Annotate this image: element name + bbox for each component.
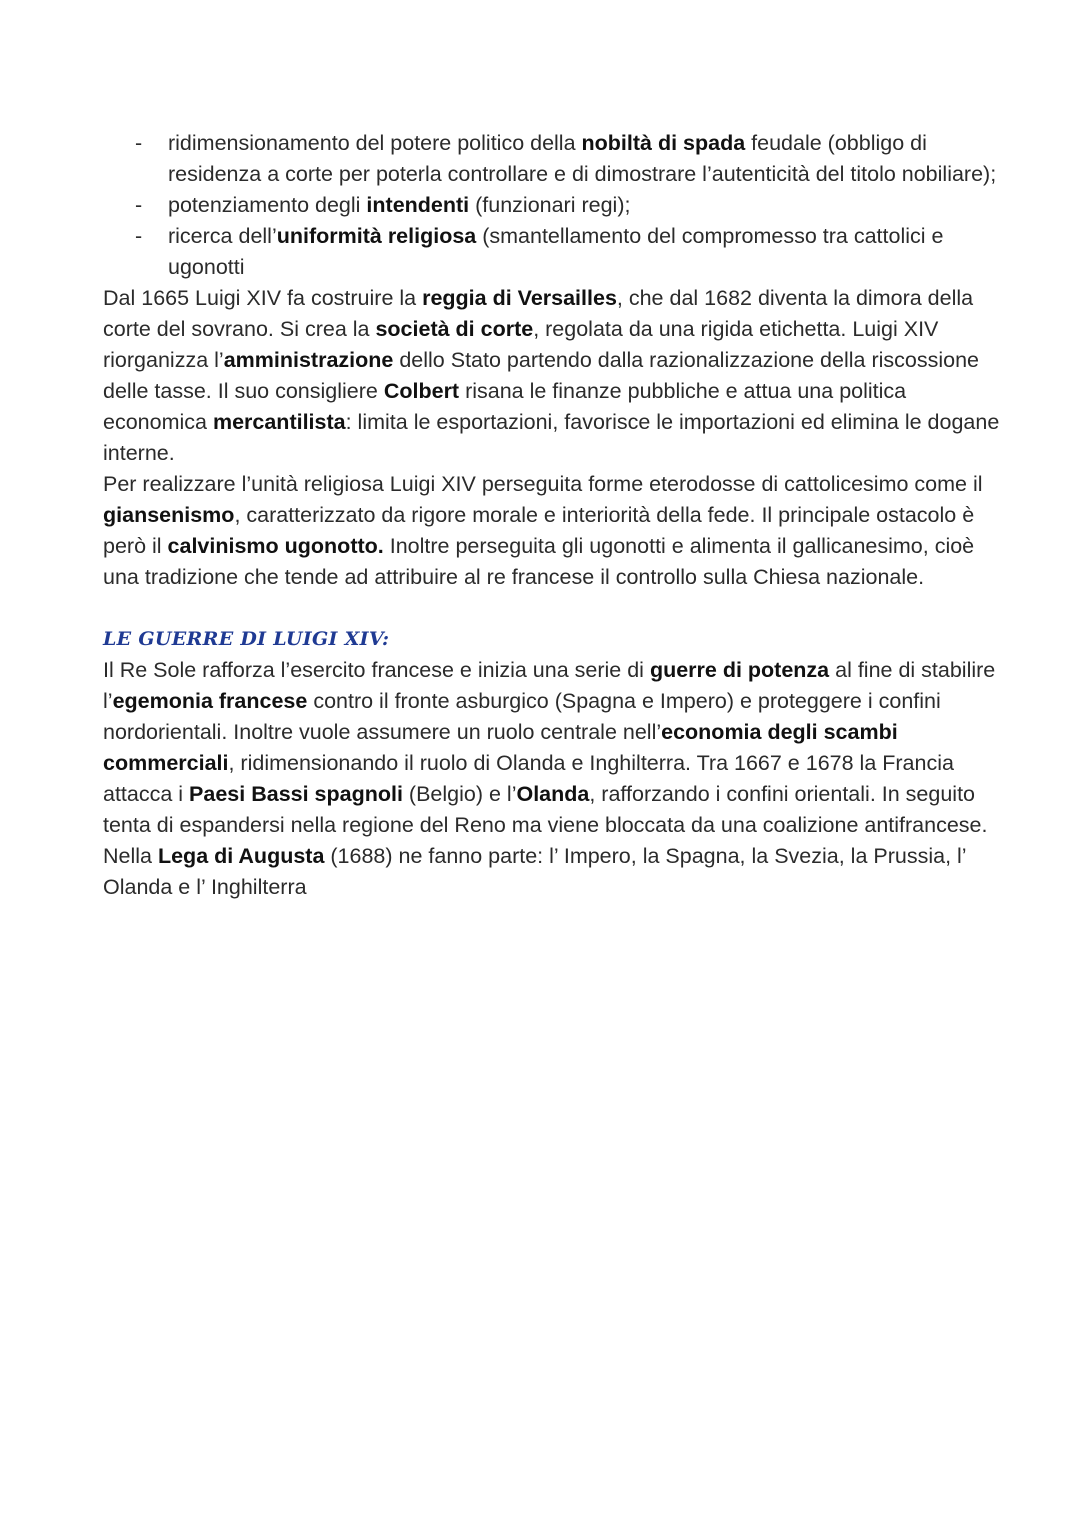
bold-term: Olanda xyxy=(516,782,590,806)
text-run: , rafforzando i confini orientali. In seguito tenta di espandersi nella regione del Reno ma viene bloccata da una coalizione antifrancese. Nella xyxy=(103,782,988,868)
document-page xyxy=(103,128,1003,903)
text-run: , regolata da una rigida etichetta. Luigi XIV riorganizza l’ xyxy=(103,317,939,372)
bold-term: intendenti xyxy=(366,193,470,217)
bullet-dash: - xyxy=(135,224,143,248)
text-run: dello Stato partendo dalla razionalizzazione della riscossione delle tasse. Il suo consigliere xyxy=(103,348,979,403)
bullet-text: (funzionari regi); xyxy=(469,193,631,217)
text-run: Per realizzare l’unità religiosa Luigi XIV perseguita forme eterodosse di cattolicesimo come il xyxy=(103,472,983,496)
text-run: , caratterizzato da rigore morale e interiorità della fede. Il principale ostacolo è però il xyxy=(103,503,975,558)
text-run: (1688) ne fanno parte: l’ Impero, la Spagna, la Svezia, la Prussia, l’ Olanda e l’ Inghilterra xyxy=(103,844,966,899)
bold-term: reggia di Versailles xyxy=(422,286,617,310)
text-run: Dal 1665 Luigi XIV fa costruire la xyxy=(103,286,423,310)
section-heading: LE GUERRE DI LUIGI XIV: xyxy=(103,628,390,650)
bold-term: giansenismo xyxy=(103,503,235,527)
bullet-dash: - xyxy=(135,131,143,155)
text-run: , che dal 1682 diventa la dimora della corte del sovrano. Si crea la xyxy=(103,286,974,341)
text-run: al fine di stabilire l’ xyxy=(103,658,996,713)
bullet-text: (smantellamento del compromesso tra cattolici e ugonotti xyxy=(168,224,944,279)
paragraph-religion xyxy=(103,469,1003,593)
text-run: risana le finanze pubbliche e attua una politica economica xyxy=(103,379,907,434)
bold-term: nobiltà di spada xyxy=(581,131,746,155)
bullet-item xyxy=(103,190,1003,221)
bold-term: Lega di Augusta xyxy=(157,844,325,868)
bold-term: calvinismo ugonotto. xyxy=(167,534,384,558)
text-run: , ridimensionando il ruolo di Olanda e Inghilterra. Tra 1667 e 1678 la Francia attacca i xyxy=(103,751,954,806)
text-run: Inoltre perseguita gli ugonotti e alimenta il gallicanesimo, cioè una tradizione che tende ad attribuire al re francese il controllo sulla Chiesa nazionale. xyxy=(103,534,975,589)
bold-term: uniformità religiosa xyxy=(276,224,477,248)
bullet-item xyxy=(103,128,1003,190)
bullet-list xyxy=(103,128,1003,283)
bold-term: egemonia francese xyxy=(112,689,308,713)
bold-term: società di corte xyxy=(375,317,534,341)
text-run: contro il fronte asburgico (Spagna e Impero) e proteggere i confini nordorientali. Inoltre vuole assumere un ruolo centrale nell’ xyxy=(103,689,941,744)
bold-term: mercantilista xyxy=(212,410,346,434)
bullet-text: feudale (obbligo di residenza a corte per poterla controllare e di dimostrare l’autenticità del titolo nobiliare); xyxy=(168,131,997,186)
bold-term: amministrazione xyxy=(223,348,394,372)
bold-term: guerre di potenza xyxy=(649,658,830,682)
text-run: Il Re Sole rafforza l’esercito francese e inizia una serie di xyxy=(103,658,650,682)
bold-term: Colbert xyxy=(383,379,460,403)
bullet-item xyxy=(103,221,1003,283)
bullet-text: ricerca dell’ xyxy=(168,224,277,248)
bullet-text: ridimensionamento del potere politico della xyxy=(168,131,582,155)
paragraph-wars xyxy=(103,655,1003,903)
bullet-dash: - xyxy=(135,193,143,217)
bold-term: economia degli scambi commerciali xyxy=(103,720,898,775)
text-run: : limita le esportazioni, favorisce le importazioni ed elimina le dogane interne. xyxy=(103,410,1000,465)
paragraph-versailles xyxy=(103,283,1003,469)
bold-term: Paesi Bassi spagnoli xyxy=(189,782,403,806)
text-run: (Belgio) e l’ xyxy=(402,782,517,806)
bullet-text: potenziamento degli xyxy=(168,193,367,217)
